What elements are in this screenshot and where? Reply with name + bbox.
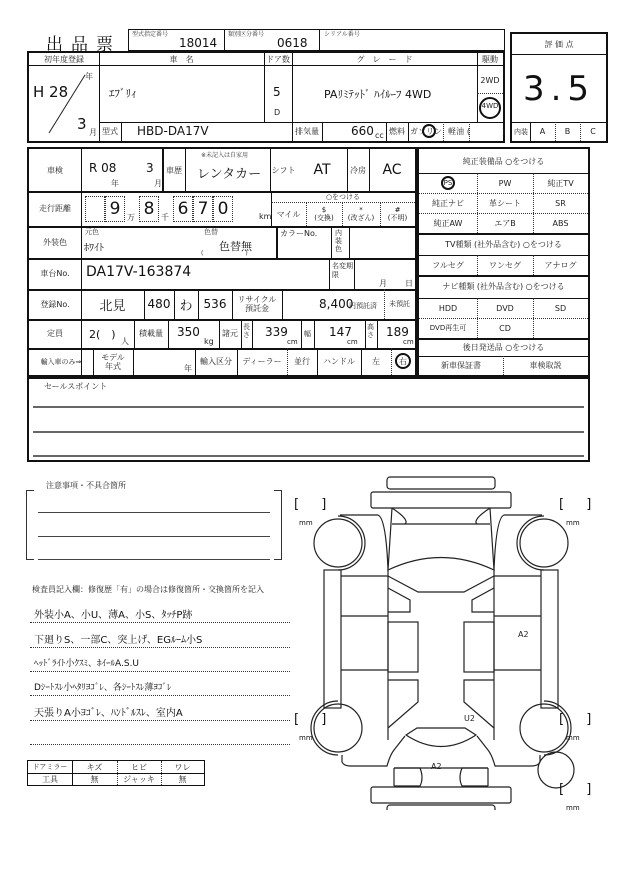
- length-value: 339: [265, 325, 288, 339]
- caution-box: [26, 490, 282, 560]
- capacity-value: 2( ): [89, 328, 116, 341]
- equip-sr[interactable]: SR: [555, 198, 566, 208]
- damage-mark-a2-rear: A2: [431, 762, 442, 771]
- note-line-1: 外装小A、小U、薄A、小S、ﾀｯﾁP跡: [34, 610, 193, 621]
- tv-oneseg[interactable]: ワンセグ: [489, 260, 521, 270]
- drive-4wd-circle: [479, 97, 501, 119]
- equip-navi[interactable]: 純正ナビ: [432, 198, 464, 208]
- import-parallel[interactable]: 並行: [294, 357, 310, 366]
- inspection-label: 車検: [47, 165, 63, 175]
- load-value: 350: [177, 325, 200, 339]
- equip-airbag[interactable]: エアB: [494, 218, 516, 228]
- repaint-value: 色替無: [219, 240, 252, 253]
- ac-value: AC: [382, 162, 402, 178]
- fuel-diesel: 軽油: [448, 127, 464, 136]
- length-label: 長さ: [243, 323, 250, 339]
- navi-hdd[interactable]: HDD: [438, 303, 458, 313]
- equip-pw[interactable]: PW: [498, 178, 512, 188]
- interior-grade-c[interactable]: C: [590, 127, 596, 136]
- name-change-label: 名変期限: [332, 262, 353, 279]
- recycle-label: リサイクル預託金: [237, 295, 277, 313]
- tools-table: ドアミラー キズ ヒビ ワレ 工具 無 ジャッキ 無: [27, 760, 205, 786]
- caution-label: 注意事項・不具合箇所: [46, 481, 126, 490]
- equipment-title: 純正装備品 ○をつける: [462, 156, 545, 166]
- navi-dvd[interactable]: DVD: [496, 303, 514, 313]
- tire-bracket-spare: [ ]: [559, 782, 601, 797]
- damage-mark-a2-side: A2: [518, 630, 529, 639]
- damage-mark-u2: U2: [464, 714, 475, 723]
- navi-sd[interactable]: SD: [554, 303, 567, 313]
- registration-number: 536: [203, 297, 227, 311]
- mileage-digits: 9 万 8 千 6 7 0 km: [85, 196, 275, 222]
- import-dealer[interactable]: ディーラー: [242, 357, 282, 366]
- handle-right-circle: [395, 353, 411, 369]
- registration-kana: わ: [179, 298, 193, 314]
- displacement-value: 660: [351, 124, 374, 138]
- mileage-exchanged[interactable]: $ (交換): [314, 206, 334, 222]
- fuel-gasoline: ガソリン: [410, 127, 442, 136]
- handle-left[interactable]: 左: [372, 357, 380, 366]
- recycle-amount: 8,400: [319, 297, 354, 311]
- note-line-2: 下廻りS、一部C、突上げ、EGﾙｰﾑ小S: [34, 635, 203, 646]
- drive-label: 駆動: [482, 54, 498, 64]
- equipment-block: [417, 147, 590, 377]
- history-value: レンタカー: [197, 167, 262, 182]
- width-value: 147: [329, 325, 352, 339]
- registration-area: 北見: [99, 298, 126, 314]
- type-designation-value: 18014: [179, 36, 218, 50]
- tv-fullseg[interactable]: フルセグ: [432, 260, 464, 270]
- type-designation-box: 型式指定番号 18014: [128, 29, 225, 51]
- handle-label: ハンドル: [323, 357, 355, 366]
- interior-grade-a[interactable]: A: [539, 127, 546, 136]
- fuel-label: 燃料: [389, 127, 405, 136]
- sheet-title: 出品票: [46, 35, 121, 55]
- score-value: 3.5: [522, 69, 596, 109]
- interior-color-label: 内装色: [335, 229, 342, 253]
- details-block: 車検 R 08 年 3 月 車歴 ※未記入は自家用 レンタカー シフト AT 冷房 AC 走行距離 9 万 8 千 6 7 0 km ○をつける マイル $ (交換) * (改ざん) # (不明) 外装色 元色 ﾎﾜｲﾄ 色替 色替無 ( ) カラーNo. 内装色 車台No. DA17V-163874 名変期限 月 日 登録No. 北見 480 わ 536 リサイクル預託金 8,400 円預託済 未預託 定員 2( ) 人 積載量 350 kg 諸元 長さ 339 cm 幅 147 cm 高さ 189 cm 輸入車のみ⇒ モデル年式 年 輸入区分 ディーラー 並行 ハンドル 左 右: [27, 147, 417, 377]
- exterior-color-label: 外装色: [43, 237, 67, 247]
- mileage-mark-note: ○をつける: [325, 192, 361, 201]
- fuel-gasoline-circle: [422, 124, 436, 138]
- equip-ps-circle: [441, 176, 455, 190]
- mileage-mile[interactable]: マイル: [276, 209, 301, 219]
- height-label: 高さ: [367, 323, 374, 339]
- inspection-year: R 08: [89, 161, 117, 175]
- spec-label: 諸元: [222, 329, 238, 338]
- first-reg-month: 3: [77, 115, 87, 133]
- sales-point-box: [27, 377, 590, 462]
- equip-aw[interactable]: 純正AW: [433, 218, 463, 228]
- mileage-label: 走行距離: [39, 204, 71, 213]
- note-line-4: Dｼｰﾄｽﾚ小ﾍﾀﾘﾖｺﾞﾚ、各ｼｰﾄｽﾚ薄ﾖｺﾞﾚ: [34, 683, 172, 693]
- navi-cd[interactable]: CD: [499, 323, 511, 333]
- width-label: 幅: [304, 329, 311, 338]
- import-label: 輸入車のみ⇒: [40, 357, 82, 366]
- note-line-3: ﾍｯﾄﾞﾗｲﾄ小ｸｽﾐ、ﾎｲｰﾙA.S.U: [34, 659, 140, 669]
- score-box: [510, 32, 608, 143]
- equip-abs[interactable]: ABS: [552, 218, 569, 228]
- model-value: HBD-DA17V: [137, 124, 209, 138]
- drive-2wd: 2WD: [480, 75, 500, 85]
- handle-right[interactable]: 右: [399, 357, 407, 366]
- shift-value: AT: [313, 162, 331, 178]
- original-color-value: ﾎﾜｲﾄ: [84, 243, 104, 254]
- equip-tv[interactable]: 純正TV: [547, 178, 574, 188]
- score-label: 評 価 点: [544, 39, 574, 49]
- model-year-label: モデル年式: [101, 352, 125, 371]
- car-name-value: ｴﾌﾞﾘｨ: [109, 87, 137, 100]
- later-warranty[interactable]: 新車保証書: [441, 361, 481, 370]
- displacement-label: 排気量: [295, 127, 319, 136]
- registration-class: 480: [147, 297, 171, 311]
- navi-title: ナビ種類 (社外品含む) ○をつける: [442, 282, 565, 291]
- equip-leather[interactable]: 革シート: [489, 198, 521, 208]
- first-reg-year: H 28: [33, 83, 69, 101]
- tv-title: TV種類 (社外品含む) ○をつける: [445, 239, 562, 249]
- registration-label: 登録No.: [40, 299, 70, 309]
- model-label: 型式: [102, 127, 118, 136]
- ac-label: 冷房: [350, 165, 366, 175]
- category-box: 類別区分番号 0618: [224, 29, 320, 51]
- tire-bracket-rr: [ ]: [559, 712, 601, 727]
- mileage-unknown[interactable]: # (不明): [387, 206, 408, 222]
- shift-label: シフト: [271, 165, 296, 175]
- first-reg-label: 初年度登録: [44, 54, 84, 64]
- recycle-unpaid: 未預託: [389, 300, 410, 308]
- load-label: 積載量: [139, 329, 163, 338]
- grade-label: グ レ ー ド: [356, 54, 413, 64]
- import-type-label: 輸入区分: [200, 357, 232, 366]
- interior-grade-b[interactable]: B: [564, 127, 571, 136]
- inspection-month: 3: [146, 161, 154, 175]
- interior-label: 内装: [514, 127, 528, 136]
- later-title: 後日発送品 ○をつける: [462, 342, 545, 352]
- chassis-value: DA17V-163874: [86, 264, 192, 280]
- tire-bracket-fl: [ ]: [294, 497, 336, 512]
- mileage-tampered[interactable]: * (改ざん): [347, 206, 375, 222]
- navi-dvd-playable[interactable]: DVD再生可: [429, 324, 467, 332]
- history-label: 車歴: [166, 165, 182, 175]
- equip-ps[interactable]: PS: [443, 179, 453, 187]
- tire-bracket-fr: [ ]: [559, 497, 601, 512]
- capacity-label: 定員: [47, 329, 63, 338]
- chassis-label: 車台No.: [40, 269, 70, 278]
- fuel-other: ( ): [466, 127, 506, 136]
- sales-point-label: セールスポイント: [44, 382, 108, 391]
- height-value: 189: [386, 325, 409, 339]
- category-value: 0618: [277, 36, 308, 50]
- later-manual[interactable]: 車検取説: [529, 361, 562, 370]
- vehicle-info-block: 初年度登録 H 28 年 3 月 車 名 ｴﾌﾞﾘｨ ドア数 5 D グ レ ー ド PAﾘﾐﾃｯﾄﾞ ﾊｲﾙｰﾌ 4WD 駆動 2WD 4WD 型式 HBD-DA17V 排気量 660 cc 燃料 ガソリン 軽油 ( ): [27, 51, 505, 143]
- inspector-label: 検査員記入欄：修復歴「有」の場合は修復箇所・交換箇所を記入: [32, 585, 264, 594]
- doors-value: 5: [273, 85, 281, 99]
- car-name-label: 車 名: [169, 54, 194, 64]
- drive-4wd: 4WD: [481, 102, 499, 110]
- serial-box: シリアル番号: [319, 29, 505, 51]
- grade-value: PAﾘﾐﾃｯﾄﾞ ﾊｲﾙｰﾌ 4WD: [324, 88, 432, 101]
- doors-label: ドア数: [266, 54, 290, 64]
- car-diagram: [290, 470, 600, 810]
- tv-analog[interactable]: アナログ: [544, 260, 577, 270]
- note-line-5: 天張りA小ﾖｺﾞﾚ、ﾊﾝﾄﾞﾙｽﾚ、室内A: [34, 708, 183, 719]
- tire-bracket-rl: [ ]: [294, 712, 336, 727]
- color-no-label: カラーNo.: [280, 229, 318, 238]
